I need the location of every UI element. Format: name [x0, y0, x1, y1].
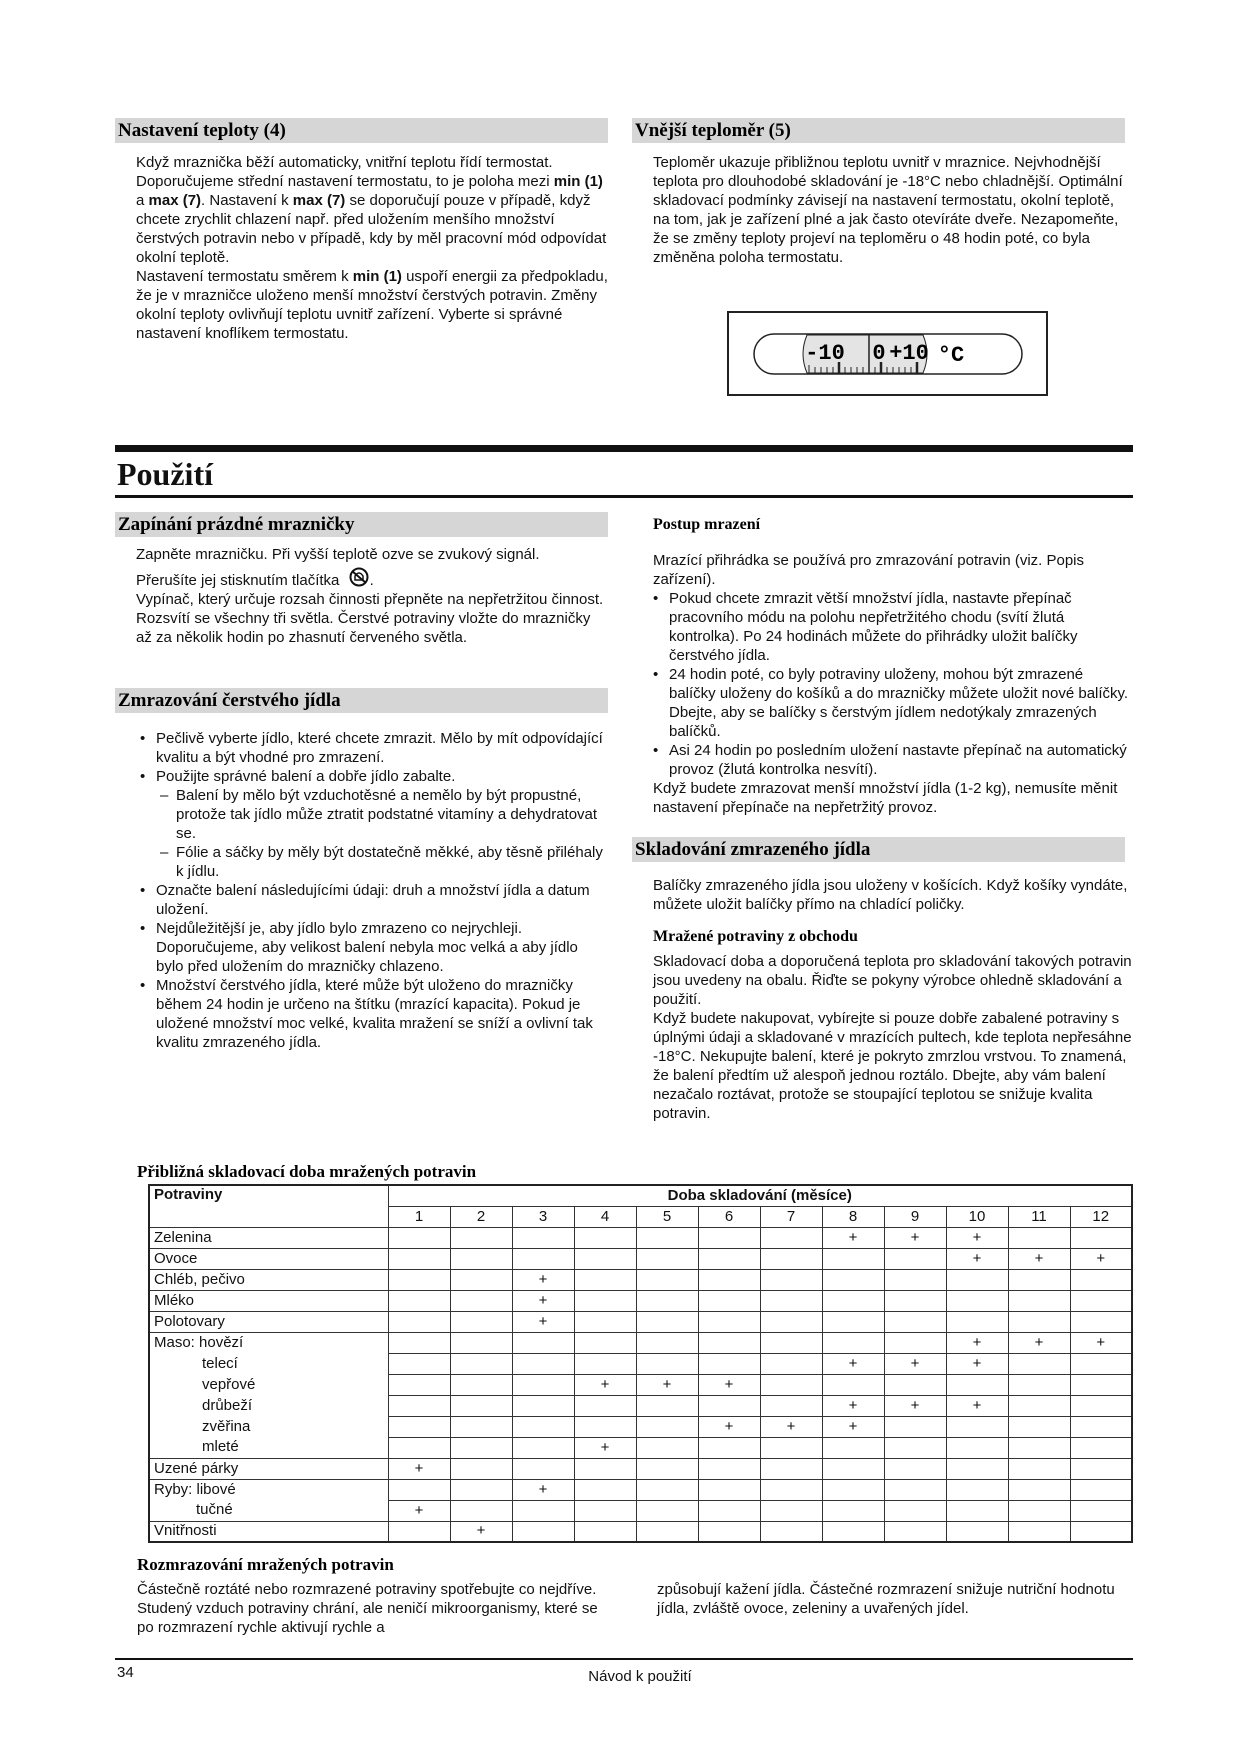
list-item: [136, 767, 608, 881]
empty-cell: [698, 1269, 760, 1290]
storage-mark: +: [698, 1374, 760, 1395]
month-header: 8: [822, 1206, 884, 1227]
empty-cell: [636, 1353, 698, 1374]
table-row: [149, 1332, 1132, 1353]
empty-cell: [698, 1290, 760, 1311]
empty-cell: [698, 1395, 760, 1416]
heading-temperature-setting: Nastavení teploty (4): [115, 118, 608, 143]
header-food: Potraviny: [149, 1185, 388, 1227]
empty-cell: [884, 1521, 946, 1542]
empty-cell: [1008, 1290, 1070, 1311]
text: uspoří energii za předpokladu, že je v mrazničce uloženo menší množství čerstvých potravin. Změny okolní teploty ovlivňují teplotu uvnitř zařízení. Vyberte si správné nastavení knoflíkem termostatu.: [136, 268, 608, 342]
empty-cell: [822, 1521, 884, 1542]
empty-cell: [822, 1458, 884, 1479]
food-label: Ovoce: [149, 1248, 388, 1269]
empty-cell: [574, 1227, 636, 1248]
food-label: tučné: [149, 1500, 388, 1521]
empty-cell: [760, 1290, 822, 1311]
empty-cell: [884, 1500, 946, 1521]
empty-cell: [1070, 1521, 1132, 1542]
paragraph: -18°C. Nekupujte balení, které je pokryto zmrzlou vrstvou. To znamená, že balení předtím už alespoň jednou roztálo. Dbejte, aby vám balení nezačalo roztávat, protože se stoupající teplotou se snižuje kvalita potravin.: [653, 1048, 1127, 1122]
food-label: Polotovary: [149, 1311, 388, 1332]
empty-cell: [574, 1311, 636, 1332]
empty-cell: [698, 1332, 760, 1353]
thawing-text-right: způsobují kažení jídla. Částečné rozmrazení snižuje nutriční hodnotu jídla, zvláště ovoce, zeleniny a uvařených jídel.: [657, 1581, 1115, 1617]
storage-mark: +: [884, 1227, 946, 1248]
empty-cell: [1070, 1227, 1132, 1248]
table-row: [149, 1290, 1132, 1311]
storage-mark: +: [822, 1416, 884, 1437]
empty-cell: [450, 1248, 512, 1269]
storage-mark: +: [1070, 1332, 1132, 1353]
table-row: [149, 1395, 1132, 1416]
empty-cell: [512, 1437, 574, 1458]
paragraph: Skladovací doba a doporučená teplota pro skladování takových potravin jsou uvedeny na obalu. Řiďte se pokyny výrobce ohledně skladování a použití.: [653, 953, 1132, 1008]
text: . Nastavení k: [201, 192, 293, 209]
empty-cell: [512, 1353, 574, 1374]
empty-cell: [946, 1311, 1008, 1332]
empty-cell: [450, 1458, 512, 1479]
empty-cell: [512, 1248, 574, 1269]
list-subitem: – Balení by mělo být vzduchotěsné a nemělo by být propustné, protože tak jídlo může ztratit podstatné vitamíny a dehydratovat se.: [156, 786, 608, 843]
empty-cell: [450, 1311, 512, 1332]
empty-cell: [574, 1521, 636, 1542]
empty-cell: [574, 1332, 636, 1353]
heading-shop-frozen-food: Mražené potraviny z obchodu: [653, 928, 858, 945]
text: Použijte správné balení a dobře jídlo zabalte.: [156, 768, 456, 785]
storage-mark: +: [512, 1479, 574, 1500]
month-header: 1: [388, 1206, 450, 1227]
empty-cell: [450, 1500, 512, 1521]
empty-cell: [760, 1311, 822, 1332]
empty-cell: [450, 1227, 512, 1248]
empty-cell: [1070, 1311, 1132, 1332]
empty-cell: [946, 1374, 1008, 1395]
empty-cell: [946, 1437, 1008, 1458]
empty-cell: [946, 1479, 1008, 1500]
list-item: • 24 hodin poté, co byly potraviny uloženy, mohou být zmrazené balíčky uloženy do košíků a do mrazničky můžete uložit nové balíčky. Dbejte, aby se balíčky s čerstvým jídlem nedotýkaly zmrazených balíčků.: [649, 665, 1131, 741]
storage-mark: +: [512, 1311, 574, 1332]
food-label: Zelenina: [149, 1227, 388, 1248]
empty-cell: [574, 1353, 636, 1374]
alarm-off-icon: [348, 567, 370, 587]
empty-cell: [822, 1290, 884, 1311]
food-label: telecí: [149, 1353, 388, 1374]
empty-cell: [574, 1248, 636, 1269]
table-row: [149, 1521, 1132, 1542]
switch-on-text: [136, 545, 608, 647]
thermometer-text: Teploměr ukazuje přibližnou teplotu uvnitř v mraznice. Nejvhodnější teplota pro dlouhodobé skladování je -18°C nebo chladnější. Optimální skladovací podmínky závisejí na nastavení termostatu, okolní teplotě, na tom, jak je zařízení plné a jak často otevíráte dveře. Nezapomeňte, že se změny teploty projeví na teploměru o 48 hodin poté, co byla změněna poloha termostatu.: [653, 154, 1123, 266]
paragraph: [136, 153, 608, 267]
empty-cell: [1070, 1353, 1132, 1374]
heading-storing-frozen-food: Skladování zmrazeného jídla: [632, 837, 1125, 862]
storage-mark: +: [1070, 1248, 1132, 1269]
empty-cell: [574, 1269, 636, 1290]
empty-cell: [946, 1500, 1008, 1521]
empty-cell: [512, 1395, 574, 1416]
text: se doporučují pouze v případě, když chcete zrychlit chlazení např. před uložením menšího množství čerstvých potravin nebo v případě, kdy by měl pracovní mód odpovídat okolní teplotě.: [136, 192, 607, 266]
list-item: • Asi 24 hodin po posledním uložení nastavte přepínač na automatický provoz (žlutá kontrolka nesvítí).: [649, 741, 1131, 779]
empty-cell: [884, 1269, 946, 1290]
empty-cell: [698, 1353, 760, 1374]
empty-cell: [512, 1332, 574, 1353]
heading-external-thermometer: Vnější teploměr (5): [632, 118, 1125, 143]
table-row: [149, 1311, 1132, 1332]
empty-cell: [884, 1374, 946, 1395]
table-row: [149, 1269, 1132, 1290]
month-header: 9: [884, 1206, 946, 1227]
empty-cell: [822, 1437, 884, 1458]
storage-mark: +: [822, 1227, 884, 1248]
paragraph: Zapněte mrazničku. Při vyšší teplotě ozve se zvukový signál.: [136, 546, 540, 563]
month-header: 12: [1070, 1206, 1132, 1227]
food-label: mleté: [149, 1437, 388, 1458]
empty-cell: [512, 1458, 574, 1479]
storage-mark: +: [1008, 1248, 1070, 1269]
empty-cell: [698, 1521, 760, 1542]
empty-cell: [636, 1290, 698, 1311]
empty-cell: [388, 1479, 450, 1500]
empty-cell: [512, 1227, 574, 1248]
thermo-label-zero: 0: [872, 341, 886, 366]
empty-cell: [636, 1437, 698, 1458]
empty-cell: [946, 1521, 1008, 1542]
empty-cell: [822, 1269, 884, 1290]
thermo-label-minus10: -10: [805, 341, 845, 366]
empty-cell: [388, 1521, 450, 1542]
thawing-text-left: Částečně roztáté nebo rozmrazené potraviny spotřebujte co nejdříve. Studený vzduch potraviny chrání, ale neničí mikroorganismy, které se po rozmrazení rychle aktivují rychle a: [137, 1581, 598, 1636]
month-header: 2: [450, 1206, 512, 1227]
empty-cell: [1008, 1416, 1070, 1437]
paragraph: [136, 267, 608, 343]
empty-cell: [698, 1500, 760, 1521]
empty-cell: [450, 1353, 512, 1374]
empty-cell: [822, 1500, 884, 1521]
empty-cell: [1070, 1290, 1132, 1311]
table-header-row: [149, 1185, 1132, 1206]
heading-freezing-procedure: Postup mrazení: [653, 516, 761, 533]
empty-cell: [760, 1395, 822, 1416]
storage-mark: +: [946, 1353, 1008, 1374]
empty-cell: [822, 1248, 884, 1269]
empty-cell: [884, 1311, 946, 1332]
storage-mark: +: [946, 1227, 1008, 1248]
paragraph: Mrazící přihrádka se používá pro zmrazování potravin (viz. Popis zařízení).: [653, 552, 1085, 588]
empty-cell: [884, 1332, 946, 1353]
footer-rule: [115, 1658, 1133, 1660]
food-label: vepřové: [149, 1374, 388, 1395]
paragraph: Když budete nakupovat, vybírejte si pouze dobře zabalené potraviny s úplnými údaji a skladované v mrazících pultech, kde teplota nepřesáhne: [653, 1010, 1132, 1046]
empty-cell: [450, 1395, 512, 1416]
storage-mark: +: [822, 1395, 884, 1416]
table-row: [149, 1437, 1132, 1458]
empty-cell: [1070, 1458, 1132, 1479]
empty-cell: [760, 1269, 822, 1290]
empty-cell: [698, 1227, 760, 1248]
temperature-setting-text: [136, 153, 608, 343]
table-row: [149, 1353, 1132, 1374]
storage-mark: +: [574, 1374, 636, 1395]
list-item: • Pečlivě vyberte jídlo, které chcete zmrazit. Mělo by mít odpovídající kvalitu a být vhodné pro zmrazení.: [136, 729, 608, 767]
food-label: zvěřina: [149, 1416, 388, 1437]
heading-freezing-fresh-food: Zmrazování čerstvého jídla: [115, 688, 608, 713]
text: Přerušíte jej stisknutím tlačítka: [136, 572, 340, 589]
empty-cell: [388, 1269, 450, 1290]
empty-cell: [760, 1458, 822, 1479]
section-rule-top: [115, 445, 1133, 452]
empty-cell: [1008, 1500, 1070, 1521]
empty-cell: [512, 1416, 574, 1437]
empty-cell: [450, 1269, 512, 1290]
freezing-fresh-food-list: [136, 729, 608, 1052]
freezing-procedure-text: [653, 551, 1131, 817]
heading-switch-on: Zapínání prázdné mrazničky: [115, 512, 608, 537]
empty-cell: [1070, 1500, 1132, 1521]
empty-cell: [1008, 1395, 1070, 1416]
empty-cell: [1008, 1311, 1070, 1332]
bold-text: min (1): [553, 173, 603, 190]
empty-cell: [636, 1479, 698, 1500]
storage-time-table: [148, 1184, 1133, 1543]
food-label: Uzené párky: [149, 1458, 388, 1479]
empty-cell: [884, 1290, 946, 1311]
empty-cell: [636, 1395, 698, 1416]
empty-cell: [884, 1437, 946, 1458]
paragraph: [136, 567, 608, 590]
empty-cell: [636, 1227, 698, 1248]
empty-cell: [388, 1311, 450, 1332]
storage-mark: +: [574, 1437, 636, 1458]
month-header: 6: [698, 1206, 760, 1227]
bold-text: max (7): [148, 192, 202, 209]
storage-mark: +: [946, 1395, 1008, 1416]
empty-cell: [636, 1416, 698, 1437]
text: .: [369, 572, 374, 589]
food-label: Vnitřnosti: [149, 1521, 388, 1542]
empty-cell: [1070, 1416, 1132, 1437]
heading-thawing: Rozmrazování mražených potravin: [137, 1555, 394, 1574]
empty-cell: [388, 1374, 450, 1395]
storage-mark: +: [636, 1374, 698, 1395]
empty-cell: [388, 1248, 450, 1269]
empty-cell: [760, 1521, 822, 1542]
empty-cell: [574, 1290, 636, 1311]
empty-cell: [388, 1227, 450, 1248]
shop-frozen-text: [653, 952, 1133, 1123]
storing-text: Balíčky zmrazeného jídla jsou uloženy v košících. Když košíky vyndáte, můžete uložit balíčky přímo na chladící poličky.: [653, 877, 1128, 913]
empty-cell: [574, 1395, 636, 1416]
empty-cell: [450, 1374, 512, 1395]
table-title: Přibližná skladovací doba mražených potravin: [137, 1162, 477, 1181]
empty-cell: [574, 1458, 636, 1479]
table-row: [149, 1500, 1132, 1521]
food-label: Mléko: [149, 1290, 388, 1311]
page-number: 34: [117, 1664, 134, 1681]
empty-cell: [1070, 1269, 1132, 1290]
food-label: Maso: hovězí: [149, 1332, 388, 1353]
header-storage-period: Doba skladování (měsíce): [388, 1185, 1132, 1206]
storage-mark: +: [946, 1248, 1008, 1269]
month-header: 7: [760, 1206, 822, 1227]
food-label: Ryby: libové: [149, 1479, 388, 1500]
storage-mark: +: [1008, 1332, 1070, 1353]
storage-mark: +: [512, 1269, 574, 1290]
storage-mark: +: [760, 1416, 822, 1437]
paragraph: Vypínač, který určuje rozsah činnosti přepněte na nepřetržitou činnost. Rozsvítí se všechny tři světla. Čerstvé potraviny vložte do mrazničky až za několik hodin po zhasnutí červeného světla.: [136, 591, 604, 646]
empty-cell: [636, 1332, 698, 1353]
empty-cell: [822, 1332, 884, 1353]
empty-cell: [1008, 1227, 1070, 1248]
storage-mark: +: [698, 1416, 760, 1437]
empty-cell: [450, 1479, 512, 1500]
thermometer-illustration: [727, 311, 1048, 396]
empty-cell: [636, 1269, 698, 1290]
bold-text: max (7): [292, 192, 346, 209]
empty-cell: [760, 1227, 822, 1248]
text: a: [136, 192, 149, 209]
food-label: drůbeží: [149, 1395, 388, 1416]
empty-cell: [760, 1374, 822, 1395]
list-item: • Množství čerstvého jídla, které může být uloženo do mrazničky během 24 hodin je určeno na štítku (mrazící kapacita). Pokud je uložené množství moc velké, kvalita mražení se sníží a ovlivní tak kvalitu zmrazeného jídla.: [136, 976, 608, 1052]
empty-cell: [698, 1479, 760, 1500]
empty-cell: [760, 1332, 822, 1353]
thermo-unit: °C: [937, 343, 965, 368]
empty-cell: [512, 1521, 574, 1542]
food-label: Chléb, pečivo: [149, 1269, 388, 1290]
text: Nastavení termostatu směrem k: [136, 268, 353, 285]
month-header: 5: [636, 1206, 698, 1227]
empty-cell: [1070, 1479, 1132, 1500]
empty-cell: [1008, 1521, 1070, 1542]
list-item: • Označte balení následujícími údaji: druh a množství jídla a datum uložení.: [136, 881, 608, 919]
empty-cell: [388, 1353, 450, 1374]
empty-cell: [760, 1500, 822, 1521]
empty-cell: [884, 1416, 946, 1437]
empty-cell: [574, 1479, 636, 1500]
empty-cell: [698, 1311, 760, 1332]
paragraph: Když budete zmrazovat menší množství jídla (1-2 kg), nemusíte měnit nastavení přepínače na nepřetržitý provoz.: [653, 780, 1118, 816]
empty-cell: [388, 1437, 450, 1458]
section-title: Použití: [117, 456, 213, 492]
empty-cell: [574, 1416, 636, 1437]
empty-cell: [574, 1500, 636, 1521]
empty-cell: [388, 1395, 450, 1416]
storage-mark: +: [388, 1500, 450, 1521]
empty-cell: [1008, 1479, 1070, 1500]
storage-mark: +: [822, 1353, 884, 1374]
empty-cell: [450, 1290, 512, 1311]
empty-cell: [760, 1479, 822, 1500]
empty-cell: [636, 1458, 698, 1479]
empty-cell: [698, 1437, 760, 1458]
empty-cell: [388, 1290, 450, 1311]
empty-cell: [884, 1458, 946, 1479]
storage-mark: +: [512, 1290, 574, 1311]
storage-mark: +: [884, 1395, 946, 1416]
empty-cell: [1008, 1437, 1070, 1458]
empty-cell: [1008, 1374, 1070, 1395]
empty-cell: [636, 1248, 698, 1269]
thermo-label-plus10: +10: [889, 341, 929, 366]
month-header: 10: [946, 1206, 1008, 1227]
empty-cell: [822, 1311, 884, 1332]
empty-cell: [884, 1479, 946, 1500]
empty-cell: [698, 1458, 760, 1479]
section-rule-bottom: [115, 495, 1133, 498]
empty-cell: [822, 1479, 884, 1500]
storage-mark: +: [884, 1353, 946, 1374]
table-row: [149, 1458, 1132, 1479]
empty-cell: [450, 1332, 512, 1353]
empty-cell: [1070, 1395, 1132, 1416]
empty-cell: [1070, 1437, 1132, 1458]
table-row: [149, 1416, 1132, 1437]
month-header: 4: [574, 1206, 636, 1227]
empty-cell: [698, 1248, 760, 1269]
empty-cell: [636, 1311, 698, 1332]
empty-cell: [946, 1269, 1008, 1290]
table-row: [149, 1479, 1132, 1500]
empty-cell: [512, 1374, 574, 1395]
footer-title: Návod k použití: [588, 1668, 692, 1685]
table-row: [149, 1227, 1132, 1248]
table-row: [149, 1248, 1132, 1269]
empty-cell: [388, 1332, 450, 1353]
empty-cell: [946, 1458, 1008, 1479]
empty-cell: [450, 1416, 512, 1437]
empty-cell: [512, 1500, 574, 1521]
empty-cell: [946, 1416, 1008, 1437]
thermometer-display-icon: [729, 313, 1046, 394]
text: Když mraznička běží automaticky, vnitřní teplotu řídí termostat. Doporučujeme střední nastavení termostatu, to je poloha mezi: [136, 154, 554, 190]
month-header: 3: [512, 1206, 574, 1227]
empty-cell: [450, 1437, 512, 1458]
empty-cell: [760, 1248, 822, 1269]
empty-cell: [636, 1521, 698, 1542]
empty-cell: [822, 1374, 884, 1395]
storage-mark: +: [388, 1458, 450, 1479]
list-item: • Nejdůležitější je, aby jídlo bylo zmrazeno co nejrychleji. Doporučujeme, aby velikost balení nebyla moc velká a aby jídlo bylo před uložením do mrazničky chlazeno.: [136, 919, 608, 976]
list-subitem: – Fólie a sáčky by měly být dostatečně měkké, aby těsně přiléhaly k jídlu.: [156, 843, 608, 881]
storage-mark: +: [450, 1521, 512, 1542]
empty-cell: [760, 1353, 822, 1374]
empty-cell: [884, 1248, 946, 1269]
storage-mark: +: [946, 1332, 1008, 1353]
empty-cell: [1008, 1353, 1070, 1374]
empty-cell: [1008, 1458, 1070, 1479]
month-header: 11: [1008, 1206, 1070, 1227]
empty-cell: [388, 1416, 450, 1437]
table-row: [149, 1374, 1132, 1395]
empty-cell: [1008, 1269, 1070, 1290]
empty-cell: [1070, 1374, 1132, 1395]
empty-cell: [636, 1500, 698, 1521]
empty-cell: [760, 1437, 822, 1458]
empty-cell: [946, 1290, 1008, 1311]
list-item: • Pokud chcete zmrazit větší množství jídla, nastavte přepínač pracovního módu na polohu nepřetržitého chodu (svítí žlutá kontrolka). Po 24 hodinách můžete do přihrádky uložit balíčky čerstvého jídla.: [649, 589, 1131, 665]
bold-text: min (1): [352, 268, 402, 285]
